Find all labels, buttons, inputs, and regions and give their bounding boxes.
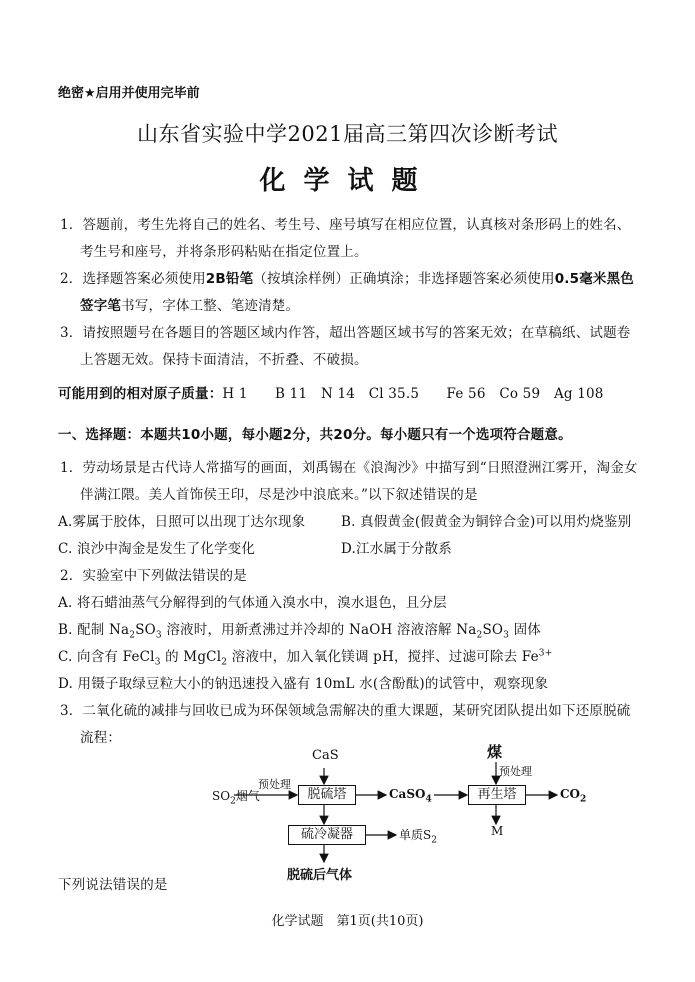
flow-so2-sub: 2 [230, 796, 236, 807]
q2-stem: 2．实验室中下列做法错误的是 [60, 568, 247, 584]
section-1-heading: 一、选择题：本题共10小题，每小题2分，共20分。每小题只有一个选项符合题意。 [58, 427, 572, 443]
flow-m: M [491, 824, 504, 838]
q2-c-part: 溶液中，加入氧化镁调 pH，搅拌、过滤可除去 Fe [227, 649, 539, 665]
secret-label: 绝密★启用并使用完毕前 [58, 86, 200, 101]
note-2-text-c: （按填涂样例）正确填涂；非选择题答案必须使用 [253, 271, 555, 287]
q2-b-part: SO [482, 622, 504, 638]
q1-stem-line-2: 伴满江隈。美人首饰侯王印，尽是沙中浪底来。”以下叙述错误的是 [80, 487, 478, 503]
flow-s2-sub: 2 [431, 835, 437, 846]
q2-b-part: B. 配制 Na [58, 622, 130, 638]
q2-c-part: C. 向含有 FeCl [58, 649, 155, 665]
flow-box-sulfur-condenser: 硫冷凝器 [288, 825, 366, 845]
q3-stem-line-2: 流程： [80, 730, 122, 746]
flow-box-desulfurization-tower: 脱硫塔 [298, 785, 356, 805]
q1-option-b: B. 真假黄金(假黄金为铜锌合金)可以用灼烧鉴别 [341, 514, 632, 530]
flow-caso4-text: CaSO [389, 787, 426, 801]
page-footer: 化学试题 第1页(共10页) [271, 914, 424, 929]
flow-coal: 煤 [487, 743, 503, 761]
q1-stem-line-1: 1．劳动场景是古代诗人常描写的画面，刘禹锡在《浪淘沙》中描写到“日照澄洲江雾开，淘金女 [60, 460, 638, 476]
q1-option-d: D.江水属于分散系 [341, 541, 452, 557]
atomic-masses-values: H 1 B 11 N 14 Cl 35.5 Fe 56 Co 59 Ag 108 [222, 386, 604, 402]
q2-c-sub: 3 [154, 657, 161, 668]
note-2-text-a: 2．选择题答案必须使用 [60, 271, 206, 287]
atomic-masses-label: 可能用到的相对原子质量： [58, 386, 223, 402]
flow-s2 [399, 826, 437, 846]
q2-b-sub: 2 [129, 630, 136, 641]
note-3-line-1: 3．请按照题号在各题目的答题区域内作答，超出答题区域书写的答案无效；在草稿纸、试题卷 [60, 325, 631, 341]
flow-so2-text: SO [212, 789, 231, 803]
q2-option-a: A. 将石蜡油蒸气分解得到的气体通入溴水中，溴水退色，且分层 [58, 595, 447, 611]
flow-gas: 脱硫后气体 [287, 868, 353, 883]
note-2-text-b: 书写，字体工整、笔迹清楚。 [121, 298, 300, 314]
q3-tail: 下列说法错误的是 [58, 877, 168, 893]
q3-stem-line-1: 3．二氧化硫的减排与回收已成为环保领域急需解决的重大课题，某研究团队提出如下还原脱硫 [60, 703, 631, 719]
q1-option-c: C. 浪沙中淘金是发生了化学变化 [58, 541, 256, 557]
flow-box-regeneration-tower: 再生塔 [468, 785, 526, 805]
exam-title: 山东省实验中学2021届高三第四次诊断考试 [137, 122, 558, 146]
note-1-line-1: 1．答题前，考生先将自己的姓名、考生号、座号填写在相应位置，认真核对条形码上的姓名、 [60, 217, 631, 233]
note-2-pen-cont: 签字笔 [80, 298, 122, 314]
flow-cas: CaS [312, 748, 339, 763]
subject-title: 化学试题 [259, 166, 436, 196]
flow-co2-text: CO [560, 787, 581, 801]
q1-option-a: A.雾属于胶体，日照可以出现丁达尔现象 [58, 514, 306, 530]
flow-co2-sub: 2 [580, 794, 587, 805]
flow-so2 [212, 787, 260, 807]
q2-c-part: 的 MgCl [160, 649, 222, 665]
q2-c-sub: 2 [221, 657, 228, 668]
flow-caso4-sub: 4 [425, 794, 432, 805]
flow-co2 [560, 787, 587, 805]
flow-s2-text: 单质S [399, 828, 432, 842]
flow-pretreat-2: 预处理 [499, 765, 532, 778]
q2-b-sub: 2 [476, 630, 483, 641]
note-3-line-2: 上答题无效。保持卡面清洁，不折叠、不破损。 [80, 352, 368, 368]
q2-option-d: D. 用镊子取绿豆粒大小的钠迅速投入盛有 10mL 水(含酚酞)的试管中，观察现象 [58, 676, 549, 692]
flow-pretreat-1: 预处理 [258, 778, 291, 791]
flow-so2-tail: 烟气 [235, 789, 260, 803]
note-2-pencil: 2B铅笔 [205, 271, 254, 287]
q2-b-part: 溶液时，用新煮沸过并冷却的 NaOH 溶液溶解 Na [161, 622, 477, 638]
q2-b-part: SO [135, 622, 156, 638]
note-1-line-2: 考生号和座号，并将条形码粘贴在指定位置上。 [80, 244, 368, 260]
q2-c-sup: 3+ [538, 648, 553, 659]
q2-b-sub: 3 [503, 630, 510, 641]
q2-b-sub: 3 [155, 630, 162, 641]
note-2-pen: 0.5毫米黑色 [554, 271, 635, 287]
q2-b-part: 固体 [509, 622, 541, 638]
flow-caso4 [389, 787, 432, 805]
